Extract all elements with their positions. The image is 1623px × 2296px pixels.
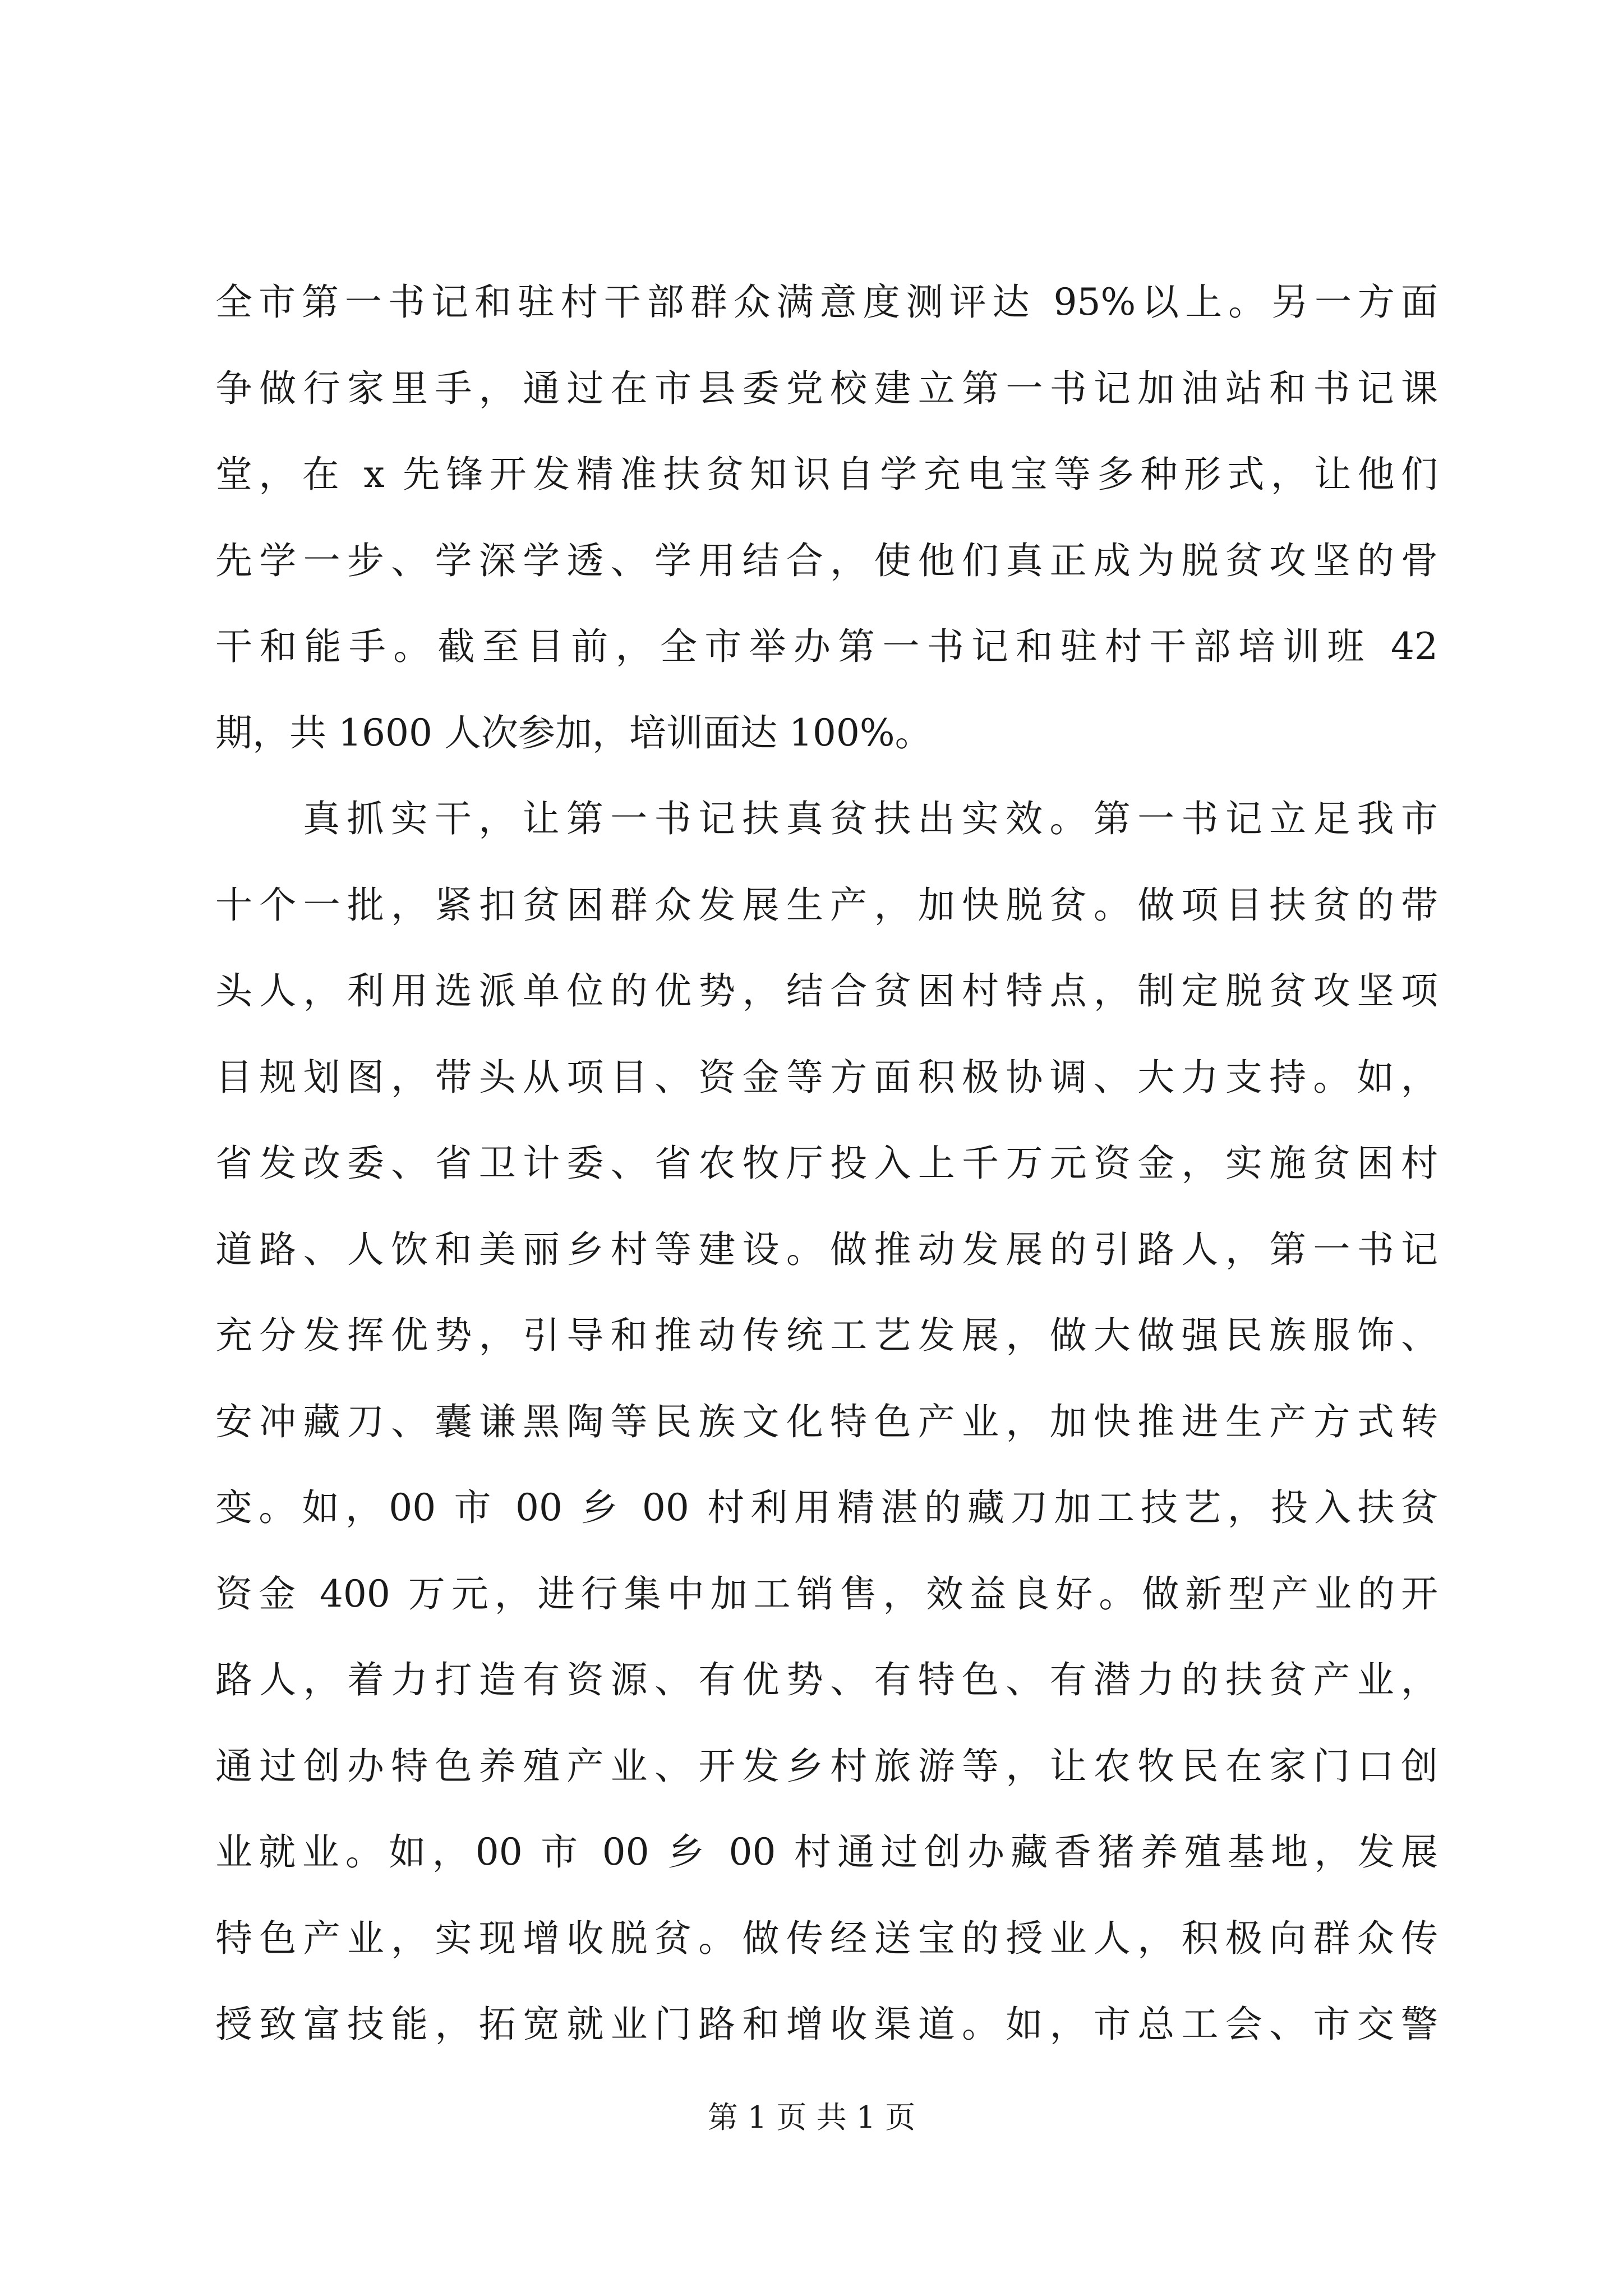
text-line: 特色产业，实现增收脱贫。做传经送宝的授业人，积极向群众传 xyxy=(215,1916,1438,1960)
text-line: 充分发挥优势，引导和推动传统工艺发展，做大做强民族服饰、 xyxy=(215,1314,1438,1357)
text-line: 道路、人饮和美丽乡村等建设。做推动发展的引路人，第一书记 xyxy=(215,1227,1438,1271)
text-line: 路人，着力打造有资源、有优势、有特色、有潜力的扶贫产业， xyxy=(215,1658,1438,1701)
text-line: 省发改委、省卫计委、省农牧厅投入上千万元资金，实施贫困村 xyxy=(215,1142,1438,1185)
body-text xyxy=(215,259,1438,2068)
page-number-footer: 第 1 页 共 1 页 xyxy=(707,2100,916,2135)
text-line: 授致富技能，拓宽就业门路和增收渠道。如，市总工会、市交警 xyxy=(215,2003,1438,2046)
text-line: 安冲藏刀、囊谦黑陶等民族文化特色产业，加快推进生产方式转 xyxy=(215,1400,1438,1443)
text-line: 干和能手。截至目前，全市举办第一书记和驻村干部培训班 42 xyxy=(215,625,1438,668)
text-line: 全市第一书记和驻村干部群众满意度测评达 95%以上。另一方面 xyxy=(215,280,1438,324)
text-line: 先学一步、学深学透、学用结合，使他们真正成为脱贫攻坚的骨 xyxy=(215,539,1438,582)
paragraph-first-line: 真抓实干，让第一书记扶真贫扶出实效。第一书记立足我市 xyxy=(303,797,1438,840)
text-line: 争做行家里手，通过在市县委党校建立第一书记加油站和书记课 xyxy=(215,366,1438,410)
text-line: 头人，利用选派单位的优势，结合贫困村特点，制定脱贫攻坚项 xyxy=(215,969,1438,1013)
text-line: 资金 400 万元，进行集中加工销售，效益良好。做新型产业的开 xyxy=(215,1572,1438,1616)
text-line: 期，共 1600 人次参加，培训面达 100%。 xyxy=(215,711,932,754)
text-line: 堂，在 x 先锋开发精准扶贫知识自学充电宝等多种形式，让他们 xyxy=(215,453,1438,496)
text-line: 变。如，00 市 00 乡 00 村利用精湛的藏刀加工技艺，投入扶贫 xyxy=(215,1486,1438,1529)
text-line: 目规划图，带头从项目、资金等方面积极协调、大力支持。如， xyxy=(215,1055,1438,1099)
text-line: 十个一批，紧扣贫困群众发展生产，加快脱贫。做项目扶贫的带 xyxy=(215,883,1438,927)
text-line: 业就业。如，00 市 00 乡 00 村通过创办藏香猪养殖基地，发展 xyxy=(215,1830,1438,1874)
text-line: 通过创办特色养殖产业、开发乡村旅游等，让农牧民在家门口创 xyxy=(215,1744,1438,1788)
